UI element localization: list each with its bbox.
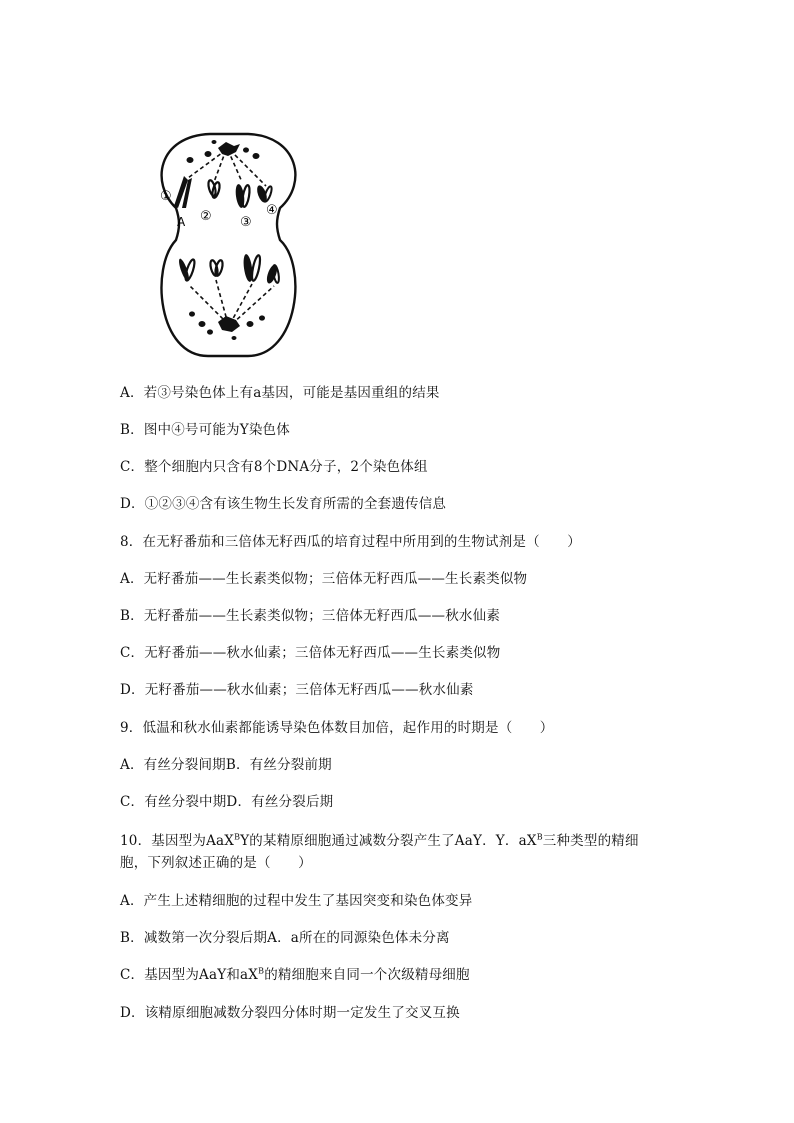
q7-option-a: A．若③号染色体上有a基因，可能是基因重组的结果 [120,385,440,401]
figure-label-3: ③ [240,215,252,230]
q10-stem-text-2: Y的某精原细胞通过减数分裂产生了AaY．Y．aX [240,833,537,849]
q8-stem: 8．在无籽番茄和三倍体无籽西瓜的培育过程中所用到的生物试剂是（ ） [120,534,581,550]
q10-stem-sup-1: B [234,832,241,842]
q9-stem: 9．低温和秋水仙素都能诱导染色体数目加倍，起作用的时期是（ ） [120,720,554,736]
q7-option-b: B．图中④号可能为Y染色体 [120,422,290,438]
q7-option-d: D．①②③④含有该生物生长发育所需的全套遗传信息 [120,496,447,512]
figure-label-2: ② [200,209,212,224]
q10-stem-sup-2: B [536,832,543,842]
q9-options-ab: A．有丝分裂间期B．有丝分裂前期 [120,757,332,773]
q10-stem-text-1: 10．基因型为AaX [120,833,235,849]
q8-option-a: A．无籽番茄——生长素类似物；三倍体无籽西瓜——生长素类似物 [120,571,528,587]
q7-option-c: C．整个细胞内只含有8个DNA分子，2个染色体组 [120,459,428,475]
q10-option-b: B．减数第一次分裂后期A．a所在的同源染色体未分离 [120,930,450,946]
q8-option-b: B．无籽番茄——生长素类似物；三倍体无籽西瓜——秋水仙素 [120,608,501,624]
figure-label-1: ① [160,189,172,204]
q10-option-d: D．该精原细胞减数分裂四分体时期一定发生了交叉互换 [120,1005,460,1021]
q10-option-c-text-2: 的精细胞来自同一个次级精母细胞 [264,967,470,983]
q10-option-a: A．产生上述精细胞的过程中发生了基因突变和染色体变异 [120,893,473,909]
q8-option-c: C．无籽番茄——秋水仙素；三倍体无籽西瓜——生长素类似物 [120,645,501,661]
q10-stem-text-3: 三种类型的精细胞，下列叙述正确的是（ ） [120,833,639,871]
q10-option-c [120,965,720,985]
q10-option-c-sup: B [258,966,265,976]
q10-option-c-text-1: C．基因型为AaY和aX [120,967,259,983]
q8-option-d: D．无籽番茄——秋水仙素；三倍体无籽西瓜——秋水仙素 [120,682,474,698]
q9-options-cd: C．有丝分裂中期D．有丝分裂后期 [120,794,334,810]
q10-stem [120,830,665,874]
figure-label-4: ④ [266,203,278,218]
cell-division-figure [148,128,308,360]
figure-label-a: A [177,215,186,229]
